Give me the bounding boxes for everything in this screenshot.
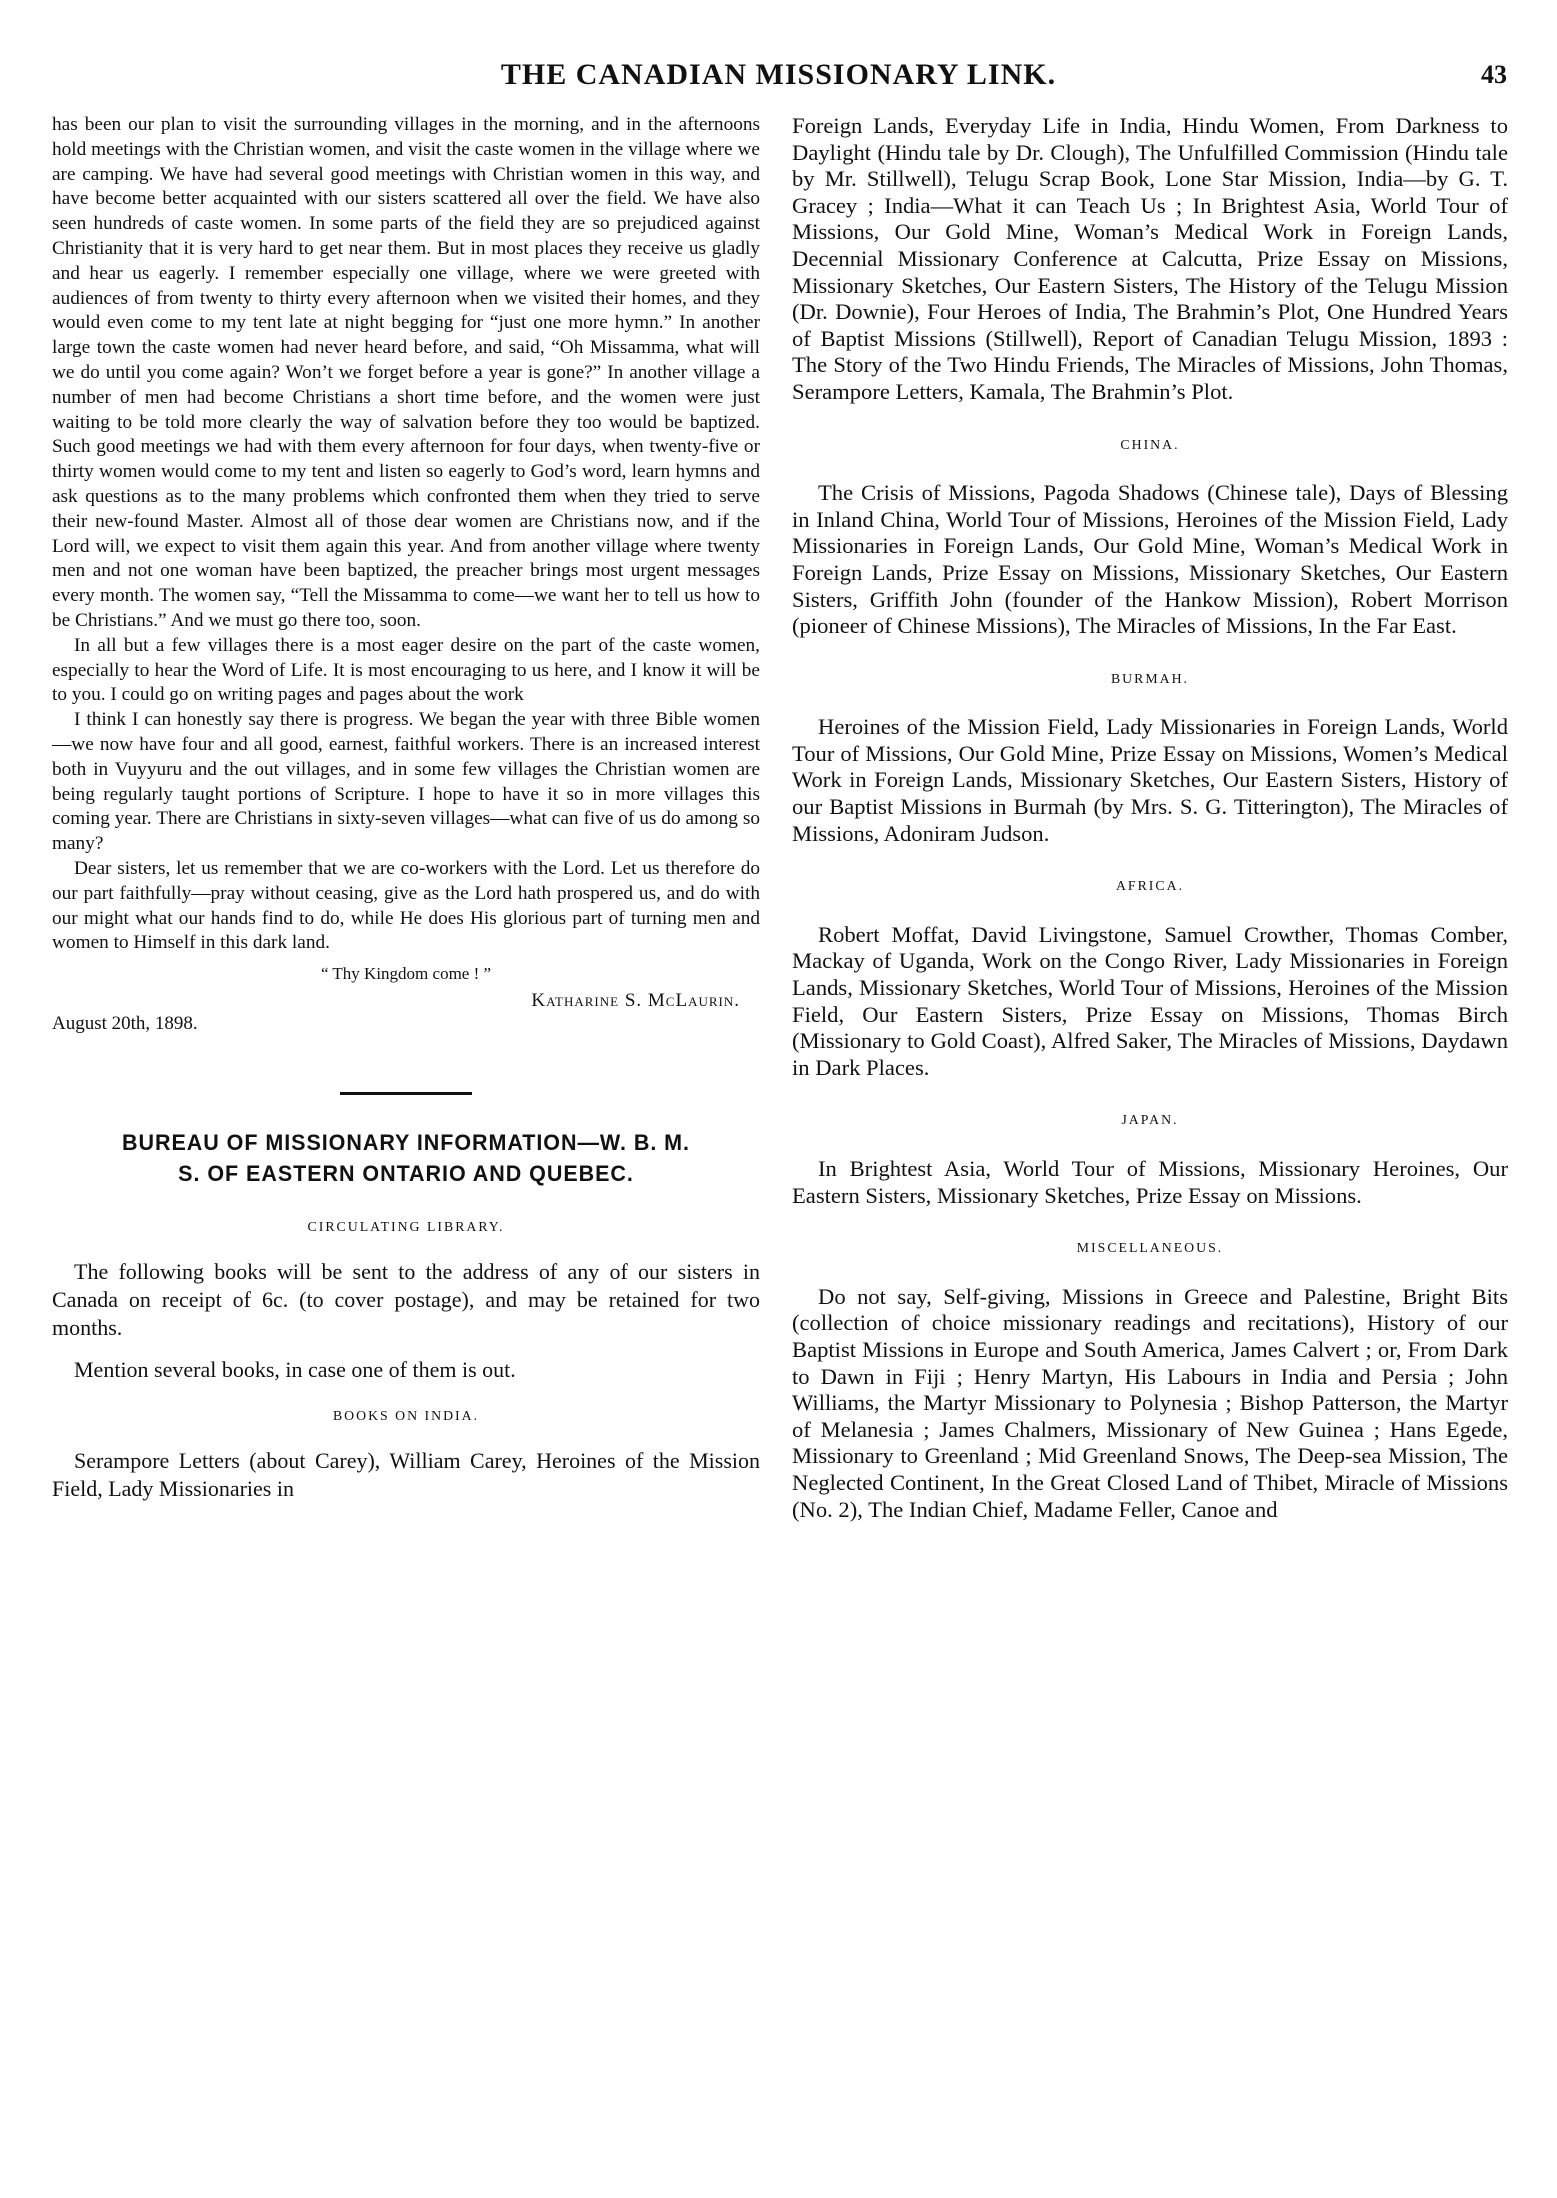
india-books-continued: Foreign Lands, Everyday Life in India, Hindu Women, From Darkness to Daylight (Hindu tale by Dr. Clough), The Unfulfilled Commission (Hindu tale by Mr. Stillwell), Telugu Scrap Book, Lone Star Mission, India—by G. T. Gracey ; India—What it can Teach Us ; In Brightest Asia, World Tour of Missions, Our Gold Mine, Woman’s Medical Work in Foreign Lands, Decennial Missionary Conference at Calcutta, Prize Essay on Missions, Missionary Sketches, Our Eastern Sisters, The History of the Telugu Mission (Dr. Downie), Four Heroes of India, The Brahmin’s Plot, One Hundred Years of Baptist Missions (Stillwell), Report of Canadian Telugu Mission, 1893 : The Story of the Two Hindu Friends, The Miracles of Missions, John Thomas, Serampore Letters, Kamala, The Brahmin’s Plot. [792,113,1508,404]
miscellaneous-books: Do not say, Self-giving, Missions in Greece and Palestine, Bright Bits (collection of choice missionary readings and recitations), History of our Baptist Missions in Europe and South America, James Calvert ; or, From Dark to Dawn in Fiji ; Henry Martyn, His Labours in India and Persia ; John Williams, the Martyr Missionary to Polynesia ; Bishop Patterson, the Martyr of Melanesia ; James Chalmers, Missionary of New Guinea ; Hans Egede, Missionary to Greenland ; Mid Greenland Snows, The Deep-sea Mission, The Neglected Continent, In the Great Closed Land of Thibet, Miracle of Missions (No. 2), The Indian Chief, Madame Feller, Canoe and [792,1283,1508,1522]
china-heading: CHINA. [1120,436,1180,452]
bureau-heading-line-2: S. OF EASTERN ONTARIO AND QUEBEC. [178,1161,634,1187]
letter-paragraph-2: In all but a few villages there is a most eager desire on the part of the caste women, especially to hear the Word of Life. It is most encouraging to us here, and I know it will be to you. I could go on writing pages and pages about the work [52,634,760,706]
india-heading: BOOKS ON INDIA. [332,1408,480,1424]
closing-line: “ Thy Kingdom come ! ” [320,964,492,984]
africa-books: Robert Moffat, David Livingstone, Samuel Crowther, Thomas Comber, Mackay of Uganda, Work on the Congo River, Lady Missionaries in Foreign Lands, Missionary Sketches, World Tour of Missions, Heroines of the Mission Field, Our Eastern Sisters, Prize Essay on Missions, Thomas Birch (Missionary to Gold Coast), Alfred Saker, The Miracles of Missions, Daydawn in Dark Places. [792,921,1508,1080]
left-column [52,113,760,1503]
signature: Katharine S. McLaurin. [531,989,740,1011]
letter-paragraph-4: Dear sisters, let us remember that we are co-workers with the Lord. Let us therefore do our part faithfully—pray without ceasing, give as the Lord hath prospered us, and do with our might what our hands find to do, while He does His glorious part of turning men and women to Himself in this dark land. [52,857,760,954]
bureau-heading [66,1127,746,1189]
india-books-start: Serampore Letters (about Carey), William Carey, Heroines of the Mission Field, Lady Missionaries in [52,1448,760,1502]
circulating-intro: The following books will be sent to the address of any of our sisters in Canada on receipt of 6c. (to cover postage), and may be retained for two months. [52,1259,760,1341]
circulating-library-heading: CIRCULATING LIBRARY. [307,1219,505,1235]
africa-heading: AFRICA. [1115,878,1185,894]
page-title: THE CANADIAN MISSIONARY LINK. [500,58,1057,91]
page-number: 43 [1481,60,1507,89]
miscellaneous-heading: MISCELLANEOUS. [1076,1240,1224,1256]
page-header [40,58,1517,98]
burmah-books: Heroines of the Mission Field, Lady Missionaries in Foreign Lands, World Tour of Missions, Our Gold Mine, Prize Essay on Missions, Women’s Medical Work in Foreign Lands, Missionary Sketches, Our Eastern Sisters, History of our Baptist Missions in Burmah (by Mrs. S. G. Titterington), The Miracles of Missions, Adoniram Judson. [792,714,1508,846]
letter-date: August 20th, 1898. [52,1012,198,1034]
china-books: The Crisis of Missions, Pagoda Shadows (Chinese tale), Days of Blessing in Inland China, World Tour of Missions, Heroines of the Mission Field, Lady Missionaries in Foreign Lands, Our Gold Mine, Woman’s Medical Work in Foreign Lands, Prize Essay on Missions, Missionary Sketches, Our Eastern Sisters, Griffith John (founder of the Hankow Mission), Robert Morrison (pioneer of Chinese Missions), The Miracles of Missions, In the Far East. [792,480,1508,639]
letter-paragraph-3: I think I can honestly say there is progress. We began the year with three Bible women—we now have four and all good, earnest, faithful workers. There is an increased interest both in Vuyyuru and the out villages, and in some few villages the Christian women are being regularly taught portions of Scripture. I hope to have it so in more villages this coming year. There are Christians in sixty-seven villages—what can five of us do among so many? [52,709,760,855]
bureau-heading-line-1: BUREAU OF MISSIONARY INFORMATION—W. B. M. [122,1130,690,1156]
section-divider [340,1092,472,1095]
circulating-note: Mention several books, in case one of them is out. [74,1357,516,1383]
letter-paragraph-1: has been our plan to visit the surrounding villages in the morning, and in the afternoons hold meetings with the Christian women, and visit the caste women in the village where we are camping. We have had several good meetings with Christian women in this way, and have become better acquainted with our sisters scattered all over the field. We have also seen hundreds of caste women. In some parts of the field they are so prejudiced against Christianity that it is very hard to get near them. But in most places they receive us gladly and hear us eagerly. I remember especially one village, where we were greeted with audiences of from twenty to thirty every afternoon when we visited their homes, and they would even come to my tent late at night begging for “just one more hymn.” In another large town the caste women had never heard before, and said, “Oh Missamma, what will we do until you come again? Won’t we forget before a year is gone?” In another village a number of men had become Christians a short time before, and the women were just waiting to be told more clearly the way of salvation before they too would be baptized. Such good meetings we had with them every afternoon for four days, when twenty-five or thirty women would come to my tent and listen so eagerly to God’s word, learn hymns and ask questions as to the many problems which confronted them when they tried to serve their new-found Master. Almost all of those dear women are Christians now, and if the Lord will, we expect to visit them again this year. And from another village where twenty men and not one woman have been baptized, the preacher brings most urgent messages every month. The women say, “Tell the Missamma to come—we want her to tell us how to be Christians.” And we must go there too, soon. [52,114,760,631]
japan-heading: JAPAN. [1121,1112,1179,1128]
right-column [792,113,1508,1523]
japan-books: In Brightest Asia, World Tour of Missions, Missionary Heroines, Our Eastern Sisters, Missionary Sketches, Prize Essay on Missions. [792,1156,1508,1208]
burmah-heading: BURMAH. [1110,670,1189,686]
